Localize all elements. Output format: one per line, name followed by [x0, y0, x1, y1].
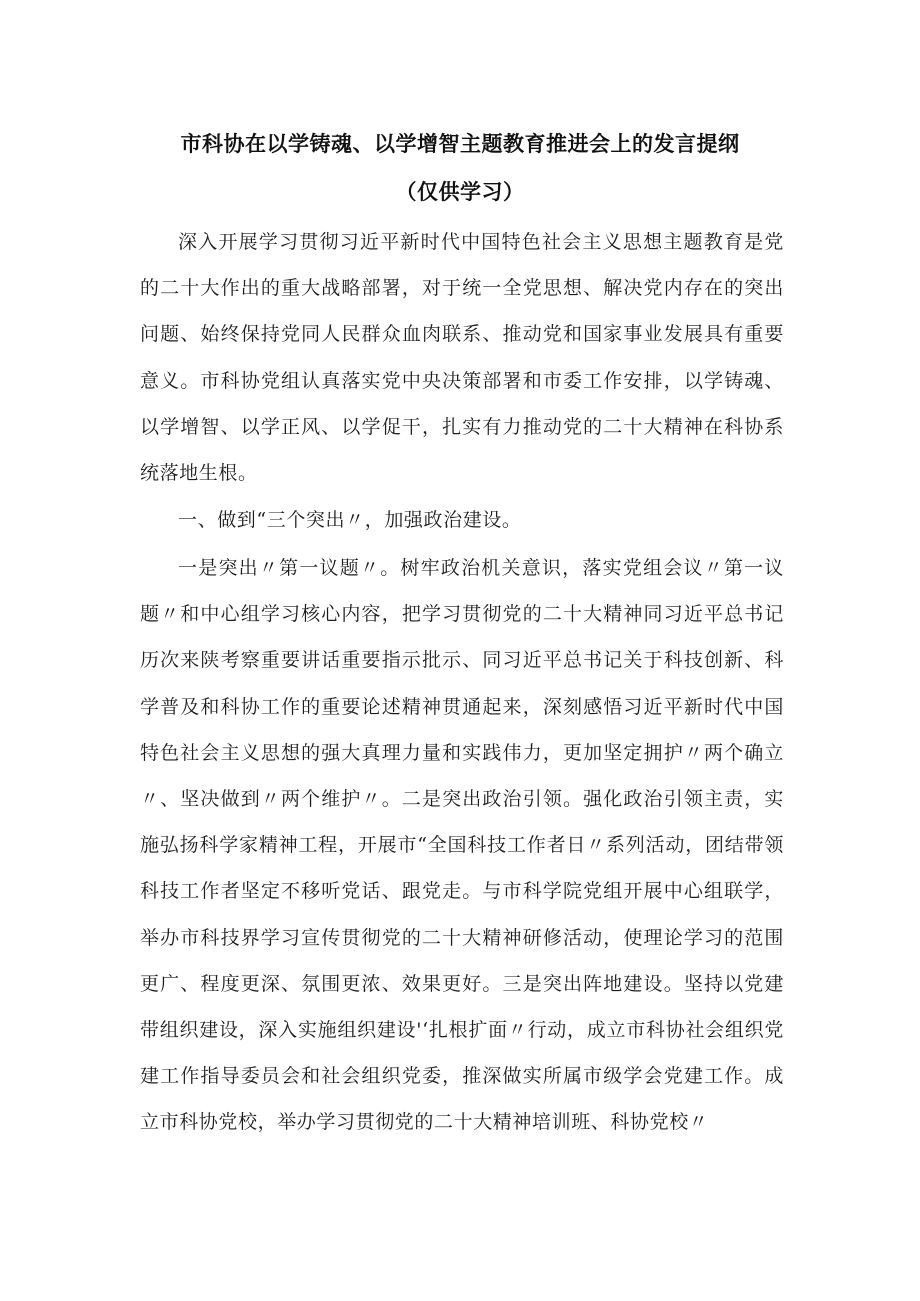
paragraph-intro: 深入开展学习贯彻习近平新时代中国特色社会主义思想主题教育是党的二十大作出的重大战略部署，对于统一全党思想、解决党内存在的突出问题、始终保持党同人民群众血肉联系、推动党和国家事业发展具有重要意义。市科协党组认真落实党中央决策部署和市委工作安排，以学铸魂、以学增智、以学正风、以学促干，扎实有力推动党的二十大精神在科协系统落地生根。 — [140, 231, 784, 485]
document-title: 市科协在以学铸魂、以学增智主题教育推进会上的发言提纲 — [180, 132, 740, 156]
document-subtitle: （仅供学习） — [395, 180, 525, 204]
paragraph-section-body: 一是突出〃第一议题〃。树牢政治机关意识，落实党组会议〃第一议题〃和中心组学习核心内容，把学习贯彻党的二十大精神同习近平总书记历次来陕考察重要讲话重要指示批示、同习近平总书记关于科技创新、科学普及和科协工作的重要论述精神贯通起来，深刻感悟习近平新时代中国特色社会主义思想的强大真理力量和实践伟力，更加坚定拥护〃两个确立〃、坚决做到〃两个维护〃。二是突出政治引领。强化政治引领主责，实施弘扬科学家精神工程，开展市“全国科技工作者日〃系列活动，团结带领科技工作者坚定不移听党话、跟党走。与市科学院党组开展中心组联学，举办市科技界学习宣传贯彻党的二十大精神研修活动，使理论学习的范围更广、程度更深、氛围更浓、效果更好。三是突出阵地建设。坚持以党建带组织建设，深入实施组织建设'‘扎根扩面〃行动，成立市科协社会组织党建工作指导委员会和社会组织党委，推深做实所属市级学会党建工作。成立市科协党校，举办学习贯彻党的二十大精神培训班、科协党校〃 — [140, 557, 784, 1134]
section-heading: 一、做到“三个突出〃，加强政治建设。 — [178, 509, 522, 531]
